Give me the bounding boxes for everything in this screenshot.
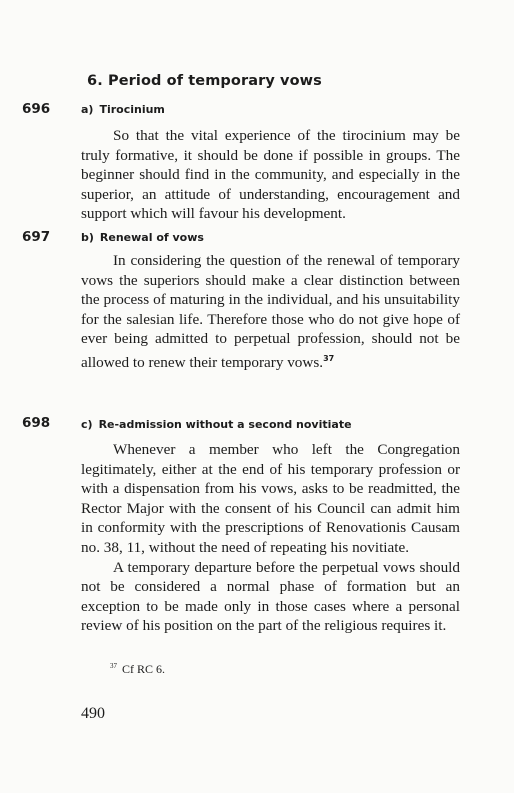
paragraph-number-698: 698 — [22, 415, 51, 431]
paragraph-body-697 — [81, 251, 460, 373]
paragraph-text — [81, 251, 460, 373]
subheading-letter: a) — [81, 103, 94, 116]
section-number: 6. — [87, 73, 103, 89]
paragraph-body-698 — [81, 440, 460, 636]
paragraph-number-697: 697 — [22, 229, 51, 245]
section-title — [87, 73, 322, 89]
footnote — [110, 662, 165, 677]
paragraph-text: Whenever a member who left the Congregation legitimately, either at the end of his temporary profession or with a dispensation from his vows, asks to be readmitted, the Rector Major with the consent of his Council can admit him in conformity with the prescriptions of Renovationis Causam no. 38, 11, without the need of repeating his novitiate. — [81, 441, 460, 556]
subheading-letter: c) — [81, 418, 93, 431]
paragraph-text-content: In considering the question of the renewal of temporary vows the superiors should make a clear distinction between the process of maturing in the individual, and his unsuitability for the salesian life. Therefore those who do not give hope of ever being admitted to perpetual profession, should not be allowed to renew their temporary vows. — [81, 252, 460, 371]
footnote-text: Cf RC 6. — [122, 662, 166, 676]
subheading-text: Tirocinium — [99, 103, 165, 116]
subheading-readmission — [81, 418, 352, 431]
subheading-letter: b) — [81, 231, 94, 244]
paragraph-text: So that the vital experience of the tirocinium may be truly formative, it should be done if possible in groups. The beginner should find in the community, and especially in the superior, an attitude of understanding, encouragement and support which will favour his development. — [81, 127, 460, 223]
paragraph-number-696: 696 — [22, 101, 51, 117]
subheading-tirocinium — [81, 103, 165, 116]
section-title-text: Period of temporary vows — [107, 73, 322, 89]
page-number: 490 — [81, 705, 105, 722]
subheading-text: Re-admission without a second novitiate — [98, 418, 352, 431]
paragraph-text: A temporary departure before the perpetual vows should not be considered a normal phase of formation but an exception to be made only in those cases where a personal review of his position on the part of the religious requires it. — [81, 558, 460, 635]
footnote-reference: 37 — [323, 353, 335, 363]
paragraph-body-696 — [81, 126, 460, 224]
subheading-text: Renewal of vows — [99, 231, 204, 244]
footnote-number: 37 — [110, 662, 117, 670]
subheading-renewal-of-vows — [81, 231, 204, 244]
